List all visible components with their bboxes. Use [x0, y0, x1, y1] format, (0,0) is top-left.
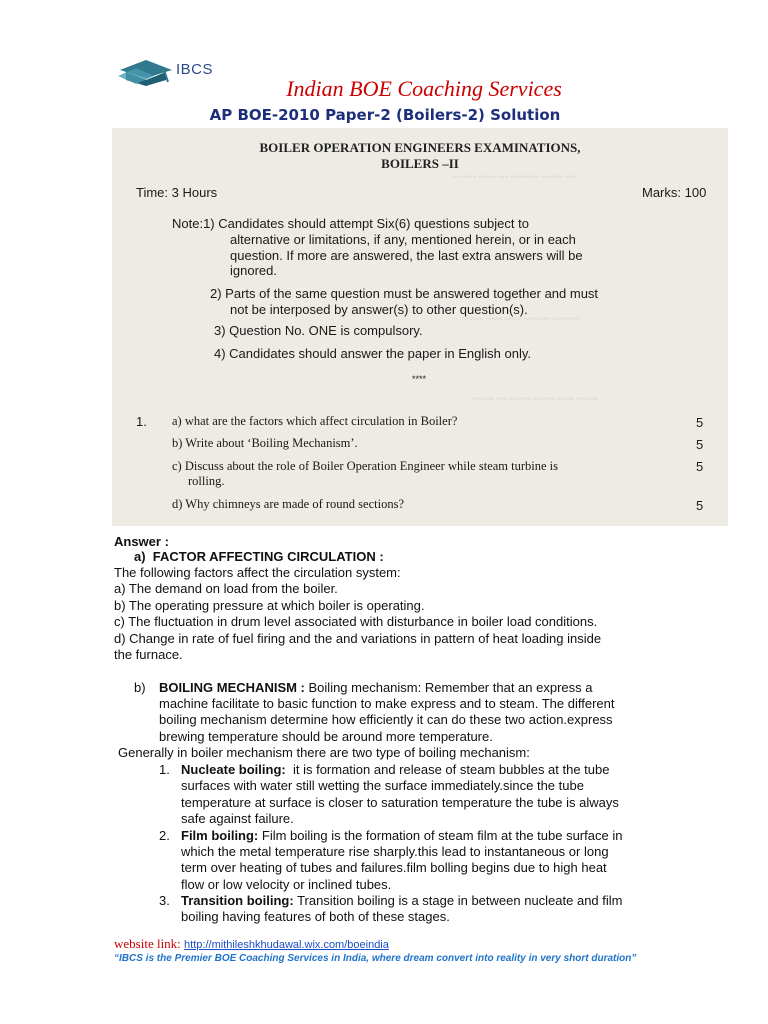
note-line: 3) Question No. ONE is compulsory. — [214, 323, 423, 338]
type-2-text: term over heating of tubes and failures.film bolling begins due to high heat — [181, 860, 607, 875]
type-2-text: which the metal temperature rise sharply.this lead to instantaneous or long — [181, 844, 609, 859]
section-a-item: the furnace. — [114, 647, 183, 662]
type-2-text: flow or low velocity or inclined tubes. — [181, 877, 392, 892]
paper-title: AP BOE-2010 Paper-2 (Boilers-2) Solution — [209, 106, 561, 124]
type-1-text: safe against failure. — [181, 811, 294, 826]
org-title: Indian BOE Coaching Services — [286, 76, 562, 101]
section-b-title: BOILING MECHANISM : — [159, 680, 305, 695]
note-line: ignored. — [230, 263, 277, 278]
scanned-question-paper — [112, 128, 728, 526]
type-3-text: boiling having features of both of these stages. — [181, 909, 450, 924]
section-b-text: boiling mechanism determine how efficiently it can do these two action.express — [159, 712, 613, 727]
tagline: “IBCS is the Premier BOE Coaching Services in India, where dream convert into reality in very short duration” — [114, 953, 637, 964]
section-a-item: b) The operating pressure at which boiler is operating. — [114, 598, 425, 613]
section-a-item: c) The fluctuation in drum level associated with disturbance in boiler load conditions. — [114, 614, 598, 629]
note-line: Note:1) Candidates should attempt Six(6) questions subject to — [172, 216, 529, 231]
question-b: b) Write about ‘Boiling Mechanism’. — [172, 436, 358, 450]
type-2-first-line: Film boiling: Film boiling is the formation of steam film at the tube surface in — [181, 828, 623, 843]
question-b-marks: 5 — [696, 437, 704, 452]
section-a-label: a) — [134, 549, 146, 564]
exam-time: Time: 3 Hours — [136, 185, 218, 200]
note-line: question. If more are answered, the last extra answers will be — [230, 248, 583, 263]
type-1-title: Nucleate boiling: — [181, 762, 286, 777]
note-line: 4) Candidates should answer the paper in English only. — [214, 346, 532, 361]
type-1-first-line: Nucleate boiling: it is formation and release of steam bubbles at the tube — [181, 762, 610, 777]
question-number: 1. — [136, 414, 147, 429]
note-line: not be interposed by answer(s) to other question(s). — [230, 302, 528, 317]
section-b-label: b) — [134, 680, 146, 695]
type-3-number: 3. — [159, 893, 170, 908]
question-c-continued: rolling. — [188, 474, 225, 488]
exam-title-line-2: BOILERS –II — [381, 156, 459, 171]
section-b-text: Boiling mechanism: Remember that an express a — [308, 680, 593, 695]
website-link-label: website link: — [114, 936, 181, 951]
type-1-text: temperature at surface is closer to saturation temperature the tube is always — [181, 795, 619, 810]
logo-text: IBCS — [176, 61, 214, 78]
section-a-heading — [134, 549, 384, 566]
section-b-general: Generally in boiler mechanism there are two type of boiling mechanism: — [118, 745, 530, 760]
section-a-title: FACTOR AFFECTING CIRCULATION : — [152, 549, 384, 564]
bleed-through: ~~~~ ~~~ ~~~ ~~~~~ ~~~~~ — [462, 314, 581, 325]
note-line: 2) Parts of the same question must be answered together and must — [210, 286, 599, 301]
question-c-marks: 5 — [696, 459, 704, 474]
section-b-text: brewing temperature should be around more temperature. — [159, 729, 493, 744]
note-line: alternative or limitations, if any, mentioned herein, or in each — [230, 232, 576, 247]
section-b-text: machine facilitate to basic function to make express and to steam. The different — [159, 696, 615, 711]
section-b-first-line — [159, 680, 592, 697]
question-d-marks: 5 — [696, 498, 704, 513]
type-1-text: surfaces with water still wetting the surface immediately.since the tube — [181, 778, 584, 793]
type-2-number: 2. — [159, 828, 170, 843]
exam-marks: Marks: 100 — [642, 185, 707, 200]
question-a: a) what are the factors which affect circulation in Boiler? — [172, 414, 458, 428]
section-a-item: d) Change in rate of fuel firing and the and variations in pattern of heat loading inside — [114, 631, 602, 646]
website-link-row — [114, 936, 389, 952]
question-c: c) Discuss about the role of Boiler Operation Engineer while steam turbine is — [172, 459, 559, 473]
type-1-number: 1. — [159, 762, 170, 777]
type-3-title: Transition boiling: — [181, 893, 294, 908]
exam-title-line-1: BOILER OPERATION ENGINEERS EXAMINATIONS, — [259, 140, 581, 155]
type-2-title: Film boiling: — [181, 828, 259, 843]
stars-separator: **** — [412, 374, 427, 384]
answer-heading: Answer : — [114, 534, 169, 549]
question-d: d) Why chimneys are made of round sections? — [172, 497, 404, 511]
section-a-item: a) The demand on load from the boiler. — [114, 581, 338, 596]
bleed-through: ~ ~~~ ~~~ ~~ ~~~~~ ~~~~ ~~ — [452, 172, 576, 183]
website-link[interactable]: http://mithileshkhudawal.wix.com/boeindia — [184, 939, 389, 951]
type-3-first-line: Transition boiling: Transition boiling is a stage in between nucleate and film — [181, 893, 623, 908]
bleed-through: ~~~~ ~~ ~~~~ ~~~~ ~~~ ~~~~ — [472, 394, 599, 405]
question-a-marks: 5 — [696, 415, 704, 430]
section-a-intro: The following factors affect the circulation system: — [114, 565, 401, 580]
